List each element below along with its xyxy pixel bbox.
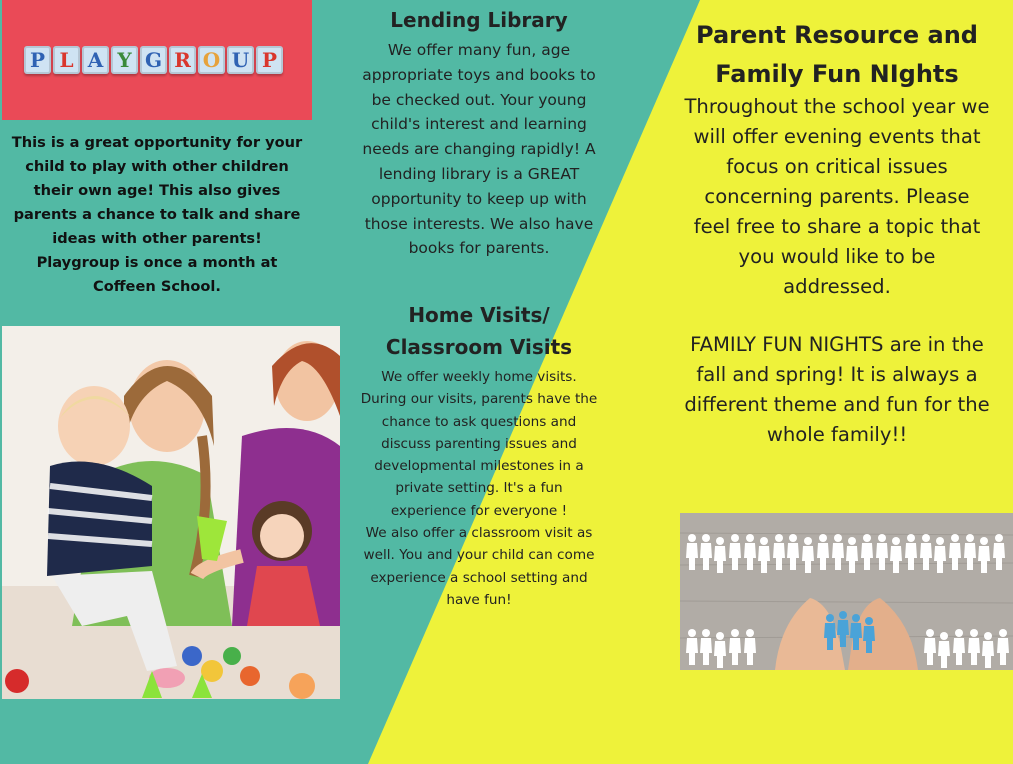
fun-night-line: whole family!!: [766, 423, 908, 446]
home-visits-line: well. You and your child can come: [363, 547, 595, 564]
home-visits-line: We offer weekly home visits.: [381, 369, 577, 385]
home-visits-line: experience for everyone !: [390, 502, 568, 519]
parent-resource-title: [672, 16, 1002, 94]
playgroup-line: Coffeen School.: [93, 278, 221, 295]
lending-line: needs are changing rapidly! A: [362, 140, 596, 159]
home-visits-line: We also offer a classroom visit as: [365, 525, 593, 542]
lending-line: be checked out. Your young: [371, 90, 587, 109]
home-visits-line: During our visits, parents have the: [360, 391, 598, 408]
playgroup-line: Playgroup is once a month at: [36, 254, 278, 271]
home-visits-line: chance to ask questions and: [381, 413, 577, 430]
parent-resource-title-line: Parent Resource and: [696, 21, 978, 49]
lending-line: books for parents.: [408, 239, 550, 258]
lending-library-title: Lending Library: [390, 8, 568, 32]
playgroup-banner: [2, 0, 312, 120]
lending-line: those interests. We also have: [364, 214, 594, 233]
parent-resource-line: feel free to share a topic that: [693, 215, 981, 238]
parent-resource-line: concerning parents. Please: [704, 185, 970, 208]
fun-night-line: FAMILY FUN NIGHTS are in the: [690, 333, 984, 356]
family-fun-nights-text: [672, 330, 1002, 450]
lending-line: We offer many fun, age: [387, 41, 571, 59]
letter-block: R: [169, 46, 196, 74]
parent-resource-line: focus on critical issues: [726, 155, 948, 178]
home-visits-title: [348, 299, 610, 363]
parent-resource-line: you would like to be: [738, 245, 936, 268]
playgroup-line: their own age! This also gives: [33, 182, 281, 199]
letter-block: A: [82, 46, 109, 74]
lending-line: opportunity to keep up with: [371, 189, 587, 208]
letter-block: L: [53, 46, 80, 74]
parent-resource-title-line: Family Fun NIghts: [715, 60, 959, 88]
letter-block: P: [256, 46, 283, 74]
home-visits-line: developmental milestones in a: [374, 458, 584, 475]
home-visits-title-line: Home Visits/: [408, 303, 550, 327]
playgroup-line: child to play with other children: [25, 158, 289, 175]
lending-library-text: [348, 38, 610, 261]
lending-line: lending library is a GREAT: [378, 164, 580, 183]
family-hands-photo: [680, 513, 1013, 670]
playgroup-description: [2, 131, 312, 299]
home-visits-title-line: Classroom Visits: [385, 335, 573, 359]
home-visits-line: discuss parenting issues and: [381, 435, 577, 452]
playgroup-letter-blocks: [24, 46, 283, 74]
playgroup-photo: [2, 326, 340, 699]
home-visits-text: [348, 366, 610, 611]
fun-night-line: fall and spring! It is always a: [696, 363, 978, 386]
home-visits-line: private setting. It's a fun: [395, 480, 563, 497]
playgroup-line: This is a great opportunity for your: [11, 134, 303, 151]
playgroup-line: ideas with other parents!: [52, 230, 262, 247]
playgroup-line: parents a chance to talk and share: [13, 206, 301, 223]
home-visits-line: experience a school setting and: [370, 569, 588, 586]
paper-family-hands-illustration: [680, 513, 1013, 670]
letter-block: G: [140, 46, 167, 74]
lending-line: appropriate toys and books to: [362, 65, 596, 84]
letter-block: O: [198, 46, 225, 74]
home-visits-line: have fun!: [446, 591, 512, 608]
parent-resource-text: [672, 92, 1002, 302]
mothers-with-toddler-illustration: [2, 326, 340, 699]
lending-line: child's interest and learning: [371, 115, 587, 134]
letter-block: Y: [111, 46, 138, 74]
parent-resource-line: Throughout the school year we: [684, 95, 990, 118]
letter-block: U: [227, 46, 254, 74]
parent-resource-line: will offer evening events that: [693, 125, 981, 148]
parent-resource-line: addressed.: [783, 275, 891, 298]
fun-night-line: different theme and fun for the: [684, 393, 990, 416]
letter-block: P: [24, 46, 51, 74]
